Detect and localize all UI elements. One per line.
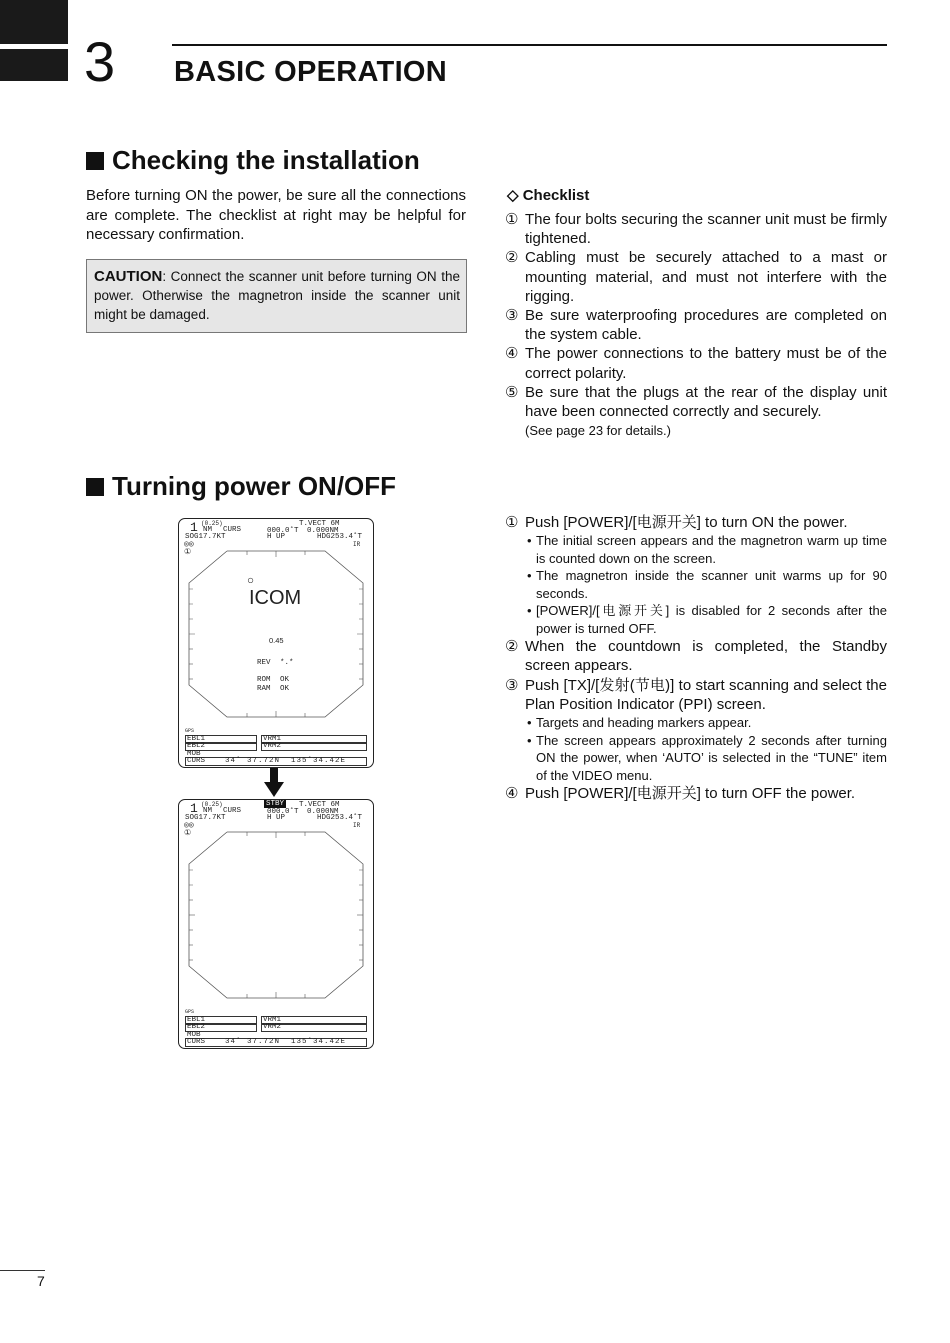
curs-label: CURS <box>223 807 242 815</box>
latitude: 34˚ 37.72N <box>225 1038 281 1046</box>
section-heading-power <box>86 471 396 502</box>
section-heading-text: Turning power ON/OFF <box>112 471 397 501</box>
step-number: ② <box>505 638 519 656</box>
power-steps <box>505 513 887 803</box>
arrow-down-icon <box>262 768 286 798</box>
ir-label: IR <box>353 541 361 548</box>
step-text: When the countdown is completed, the Standby screen appears. <box>525 638 887 675</box>
step-text: Push [TX]/[发射(节电)] to start scanning and select the Plan Position Indicator (PPI) screen. <box>525 676 887 713</box>
tvect-label: T.VECT 6M <box>299 520 340 528</box>
item-number: ② <box>505 249 519 267</box>
vrm2-label: VRM2 <box>263 742 282 750</box>
square-bullet-icon <box>86 152 104 170</box>
vrm1-label: VRM1 <box>263 1016 282 1024</box>
list-item <box>505 248 887 306</box>
cursor-distance: 0.000NM <box>307 808 339 816</box>
tvect-label: T.VECT 6M <box>299 801 340 809</box>
range-frame <box>187 549 365 719</box>
caution-label: CAUTION <box>94 268 163 285</box>
ebl2-label: EBL2 <box>187 1023 206 1031</box>
range-unit: NM <box>203 526 213 534</box>
step-bullet: • The screen appears approximately 2 seconds after turning ON the power, when ‘AUTO’ is selected in the “TUNE” item of the VIDEO menu. <box>527 732 887 783</box>
latitude: 34˚ 37.72N <box>225 757 281 765</box>
cursor-bearing: 000.0˚T <box>267 527 299 535</box>
item-text: The power connections to the battery must be of the correct polarity. <box>525 345 887 382</box>
chapter-number: 3 <box>84 30 116 93</box>
chapter-title: BASIC OPERATION <box>174 56 448 88</box>
step-item <box>505 513 887 532</box>
step-text: Push [POWER]/[电源开关] to turn OFF the power. <box>525 785 856 803</box>
step-number: ④ <box>505 785 519 803</box>
caution-box <box>86 259 467 333</box>
item-text: Be sure that the plugs at the rear of the display unit have been connected correctly and securely. <box>525 383 887 421</box>
step-item <box>505 637 887 675</box>
cursor-distance: 0.000NM <box>307 527 339 535</box>
mob-label: MOB <box>187 750 201 758</box>
checklist-note: (See page 23 for details.) <box>525 423 671 439</box>
radar-screen-standby <box>178 799 374 1049</box>
range-frame <box>187 830 365 1000</box>
item-text: Be sure waterproofing procedures are completed on the system cable. <box>525 307 887 344</box>
section-heading-text: Checking the installation <box>112 145 420 175</box>
range-sub: (0.25) <box>201 520 223 527</box>
item-text: The four bolts securing the scanner unit must be firmly tightened. <box>525 211 887 248</box>
gps-label: GPS <box>185 1009 195 1015</box>
list-item <box>505 383 887 421</box>
range-value: 1 <box>190 801 198 816</box>
ebl1-label: EBL1 <box>187 1016 206 1024</box>
hup-mode: H UP <box>267 533 286 541</box>
item-number: ④ <box>505 345 519 363</box>
item-number: ⑤ <box>505 383 519 401</box>
item-number: ③ <box>505 307 519 325</box>
step-item <box>505 784 887 803</box>
ir-label: IR <box>353 822 361 829</box>
software-version: 0.45 <box>269 636 284 645</box>
page-number: 7 <box>37 1273 45 1289</box>
ebl1-label: EBL1 <box>187 735 206 743</box>
heading-readout: HDG253.4˚T <box>317 533 363 541</box>
step-text: Push [POWER]/[电源开关] to turn ON the power. <box>525 514 848 531</box>
step-bullet: • The magnetron inside the scanner unit warms up for 90 seconds. <box>527 568 887 601</box>
ram-value: OK <box>280 685 290 693</box>
rom-value: OK <box>280 676 290 684</box>
longitude: 135˚34.42E <box>291 1038 347 1046</box>
icom-logo: ICOM <box>249 587 302 609</box>
stby-badge: STBY <box>266 800 285 808</box>
chapter-tab-lower <box>0 49 68 81</box>
vrm1-label: VRM1 <box>263 735 282 743</box>
list-item <box>505 344 887 382</box>
status-icons: ◎◎ ① <box>184 540 194 557</box>
curs-row-label: CURS <box>187 757 206 765</box>
list-item <box>505 210 887 248</box>
checklist <box>505 210 887 438</box>
section-heading-installation <box>86 145 420 176</box>
range-value: 1 <box>190 520 198 535</box>
item-text: Cabling must be securely attached to a mast or mounting material, and must not interfere with the rigging. <box>525 249 887 305</box>
heading-readout: HDG253.4˚T <box>317 814 363 822</box>
longitude: 135˚34.42E <box>291 757 347 765</box>
item-number: ① <box>505 211 519 228</box>
step-item <box>505 676 887 714</box>
logo-ring-icon: ○ <box>247 574 255 588</box>
curs-row-label: CURS <box>187 1038 206 1046</box>
mob-label: MOB <box>187 1031 201 1039</box>
caution-text: : Connect the scanner unit before turning ON the power. Otherwise the magnetron inside the scanner unit might be damaged. <box>94 269 460 322</box>
chapter-tab-upper <box>0 0 68 44</box>
rev-value: *.* <box>280 659 294 667</box>
cursor-bearing: 000.0˚T <box>267 808 299 816</box>
step-bullet: • [POWER]/[电源开关] is disabled for 2 seconds after the power is turned OFF. <box>527 603 887 636</box>
intro-paragraph: Before turning ON the power, be sure all the connections are complete. The checklist at right may be helpful for necessary confirmation. <box>86 187 466 243</box>
square-bullet-icon <box>86 478 104 496</box>
gps-label: GPS <box>185 728 195 734</box>
vrm2-label: VRM2 <box>263 1023 282 1031</box>
radar-screen-initial <box>178 518 374 768</box>
checklist-title: ◇ Checklist <box>507 187 590 204</box>
curs-label: CURS <box>223 526 242 534</box>
rev-label: REV <box>257 659 271 667</box>
status-icons: ◎◎ ① <box>184 821 194 838</box>
rom-label: ROM <box>257 676 271 684</box>
step-number: ③ <box>505 676 519 694</box>
hup-mode: H UP <box>267 814 286 822</box>
step-number: ① <box>505 514 519 531</box>
step-bullet: • The initial screen appears and the magnetron warm up time is counted down on the screen. <box>527 533 887 566</box>
chapter-rule <box>172 44 887 46</box>
page-number-rule <box>0 1270 45 1271</box>
sog-readout: SOG17.7KT <box>185 814 226 822</box>
step-bullet: • Targets and heading markers appear. <box>527 715 752 731</box>
range-unit: NM <box>203 807 213 815</box>
ebl2-label: EBL2 <box>187 742 206 750</box>
list-item <box>505 306 887 344</box>
sog-readout: SOG17.7KT <box>185 533 226 541</box>
ram-label: RAM <box>257 685 271 693</box>
range-sub: (0.25) <box>201 801 223 808</box>
